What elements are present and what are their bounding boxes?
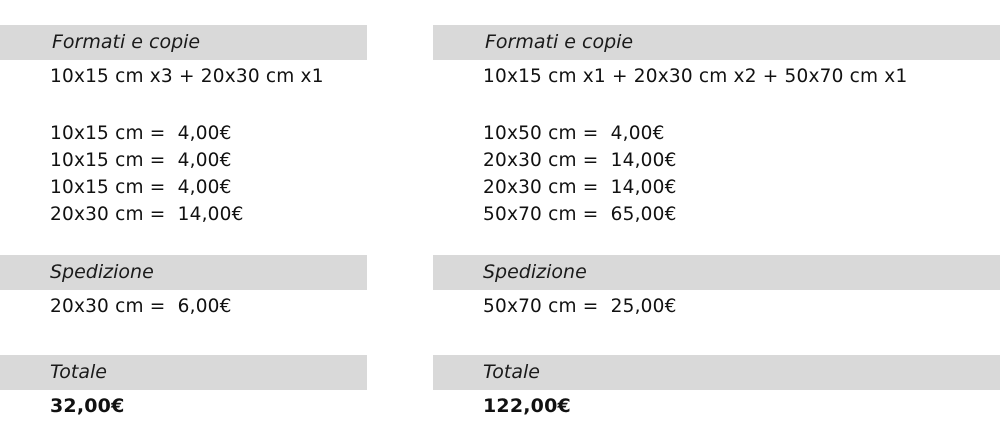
total-header-band [433, 355, 1000, 390]
shipping-header: Spedizione [50, 261, 154, 283]
formats-header-band [433, 25, 1000, 60]
shipping-header-band [0, 255, 367, 290]
price-line: 20x30 cm = 14,00€ [483, 177, 677, 198]
shipping-header-band [433, 255, 1000, 290]
formats-summary: 10x15 cm x3 + 20x30 cm x1 [50, 66, 324, 87]
price-line: 10x50 cm = 4,00€ [483, 123, 665, 144]
total-header: Totale [50, 361, 107, 383]
price-line: 20x30 cm = 14,00€ [483, 150, 677, 171]
price-line: 50x70 cm = 65,00€ [483, 204, 677, 225]
formats-summary: 10x15 cm x1 + 20x30 cm x2 + 50x70 cm x1 [483, 66, 908, 87]
formats-header: Formati e copie [485, 31, 634, 53]
total-amount: 32,00€ [50, 395, 125, 417]
shipping-line: 20x30 cm = 6,00€ [50, 296, 232, 317]
order-column-left [0, 0, 367, 444]
total-amount: 122,00€ [483, 395, 571, 417]
total-header-band [0, 355, 367, 390]
total-header: Totale [483, 361, 540, 383]
price-line: 10x15 cm = 4,00€ [50, 150, 232, 171]
shipping-line: 50x70 cm = 25,00€ [483, 296, 677, 317]
order-column-right [433, 0, 1000, 444]
formats-header: Formati e copie [52, 31, 201, 53]
shipping-header: Spedizione [483, 261, 587, 283]
formats-header-band [0, 25, 367, 60]
price-line: 10x15 cm = 4,00€ [50, 123, 232, 144]
price-line: 10x15 cm = 4,00€ [50, 177, 232, 198]
price-line: 20x30 cm = 14,00€ [50, 204, 244, 225]
